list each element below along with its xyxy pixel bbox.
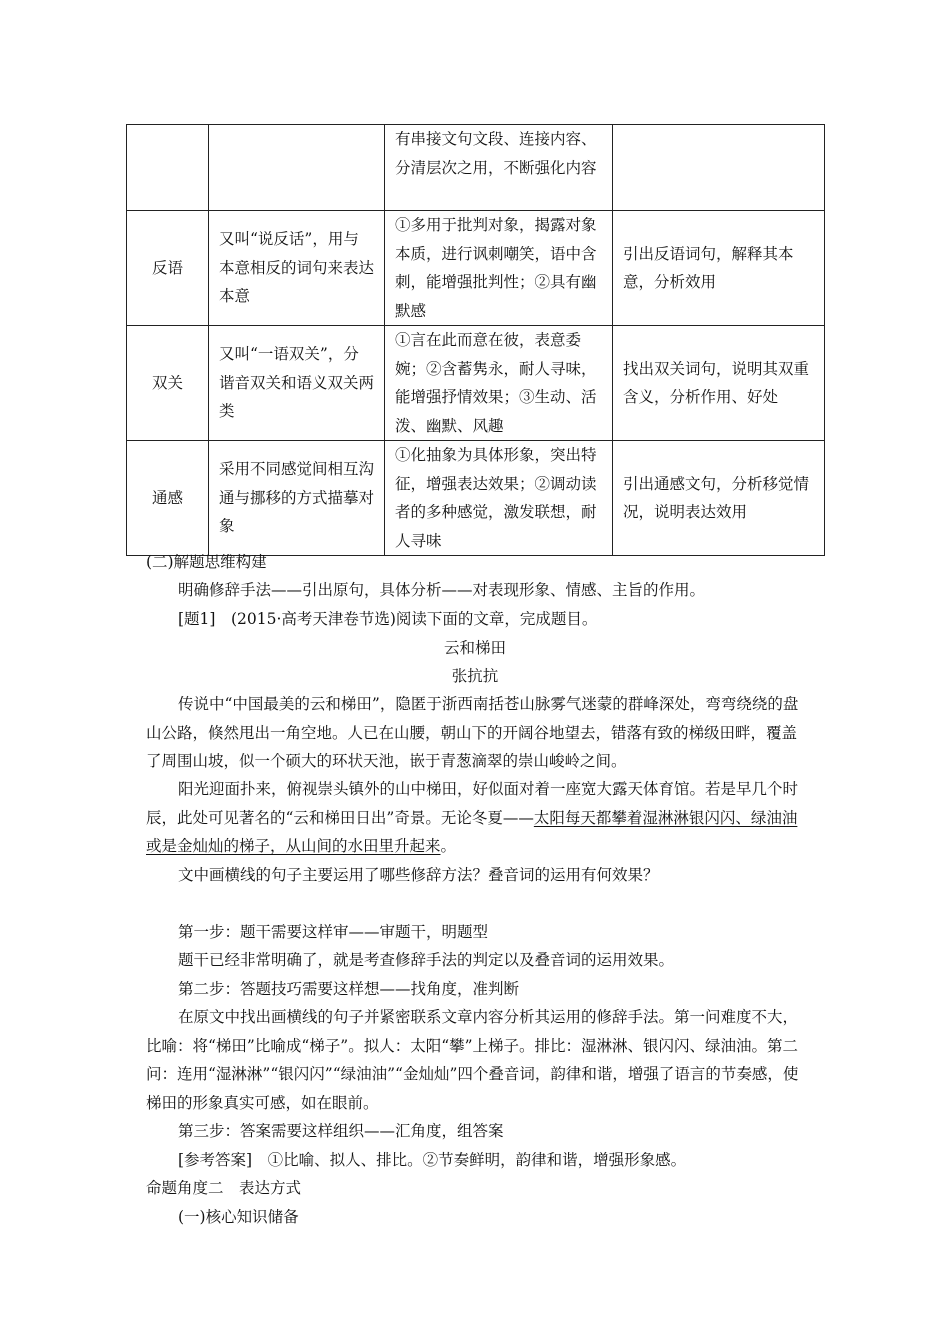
device-effect: ①言在此而意在彼，表意委婉；②含蓄隽永，耐人寻味，能增强抒情效果；③生动、活泼、幽默、风趣 xyxy=(385,326,613,441)
device-name: 双关 xyxy=(127,326,209,441)
device-name xyxy=(127,125,209,211)
question-text: 文中画横线的句子主要运用了哪些修辞方法？叠音词的运用有何效果？ xyxy=(178,866,659,884)
question-intro: [题1] (2015·高考天津卷节选)阅读下面的文章，完成题目。 xyxy=(178,610,598,628)
step-heading: 第二步：答题技巧需要这样想——找角度，准判断 xyxy=(178,980,520,998)
device-definition xyxy=(209,125,385,211)
article-author: 张抗抗 xyxy=(451,667,499,685)
article-paragraph: 传说中“中国最美的云和梯田”，隐匿于浙西南括苍山脉雾气迷蒙的群峰深处，弯弯绕绕的盘山公路，倏然甩出一角空地。人已在山腰，朝山下的开阔谷地望去，错落有致的梯级田畔，覆盖了周围山坡，似一个硕大的环状天池，嵌于青葱滴翠的崇山峻岭之间。 xyxy=(146,695,799,770)
step-heading: 第一步：题干需要这样审——审题干，明题型 xyxy=(178,923,489,941)
paragraph-end: 。 xyxy=(440,837,457,855)
approach-text: 明确修辞手法——引出原句，具体分析——对表现形象、情感、主旨的作用。 xyxy=(178,581,706,599)
step-text: 题干已经非常明确了，就是考查修辞手法的判定以及叠音词的运用效果。 xyxy=(178,951,675,969)
section-heading: 命题角度二 表达方式 xyxy=(146,1179,302,1197)
device-effect: ①化抽象为具体形象，突出特征，增强表达效果；②调动读者的多种感觉，激发联想，耐人寻味 xyxy=(385,441,613,556)
section-heading: (二)解题思维构建 xyxy=(146,553,267,571)
device-definition: 采用不同感觉间相互沟通与挪移的方式描摹对象 xyxy=(209,441,385,556)
paragraph-text: 阳光迎面扑来，俯视崇头镇外的山中梯田，好似面对着一座宽大露天体育馆。若是早几个时辰，此处可见著名的“云和梯田日出”奇景。无论冬夏—— xyxy=(146,780,799,827)
step-heading: 第三步：答案需要这样组织——汇角度，组答案 xyxy=(178,1122,504,1140)
article-title: 云和梯田 xyxy=(443,639,506,657)
table-row xyxy=(127,211,825,326)
table-row xyxy=(127,125,825,211)
device-effect: 有串接文句文段、连接内容、分清层次之用，不断强化内容 xyxy=(385,125,613,211)
device-name: 通感 xyxy=(127,441,209,556)
device-definition: 又叫“一语双关”，分谐音双关和语义双关两类 xyxy=(209,326,385,441)
answer-text: [参考答案] ①比喻、拟人、排比。②节奏鲜明，韵律和谐，增强形象感。 xyxy=(178,1151,687,1169)
table-row xyxy=(127,326,825,441)
device-method: 找出双关词句，说明其双重含义，分析作用、好处 xyxy=(613,326,825,441)
step-text: 在原文中找出画横线的句子并紧密联系文章内容分析其运用的修辞手法。第一问难度不大，比喻：将“梯田”比喻成“梯子”。拟人：太阳“攀”上梯子。排比：湿淋淋、银闪闪、绿油油。第二问：连用“湿淋淋”“银闪闪”“绿油油”“金灿灿”四个叠音词，韵律和谐，增强了语言的节奏感，使梯田的形象真实可感，如在眼前。 xyxy=(146,1008,799,1112)
device-definition: 又叫“说反话”，用与本意相反的词句来表达本意 xyxy=(209,211,385,326)
article-paragraph xyxy=(146,775,810,861)
device-method xyxy=(613,125,825,211)
section-heading: (一)核心知识储备 xyxy=(178,1208,299,1226)
underlined-sentence: 太阳每天都攀着湿淋淋银闪闪、绿油油或是金灿灿的梯子，从山间的水田里升起来 xyxy=(146,808,798,855)
device-name: 反语 xyxy=(127,211,209,326)
device-method: 引出反语词句，解释其本意，分析效用 xyxy=(613,211,825,326)
device-effect: ①多用于批判对象，揭露对象本质，进行讽刺嘲笑，语中含刺，能增强批判性；②具有幽默感 xyxy=(385,211,613,326)
device-method: 引出通感文句，分析移觉情况，说明表达效用 xyxy=(613,441,825,556)
table-row xyxy=(127,441,825,556)
rhetoric-table xyxy=(126,124,825,556)
